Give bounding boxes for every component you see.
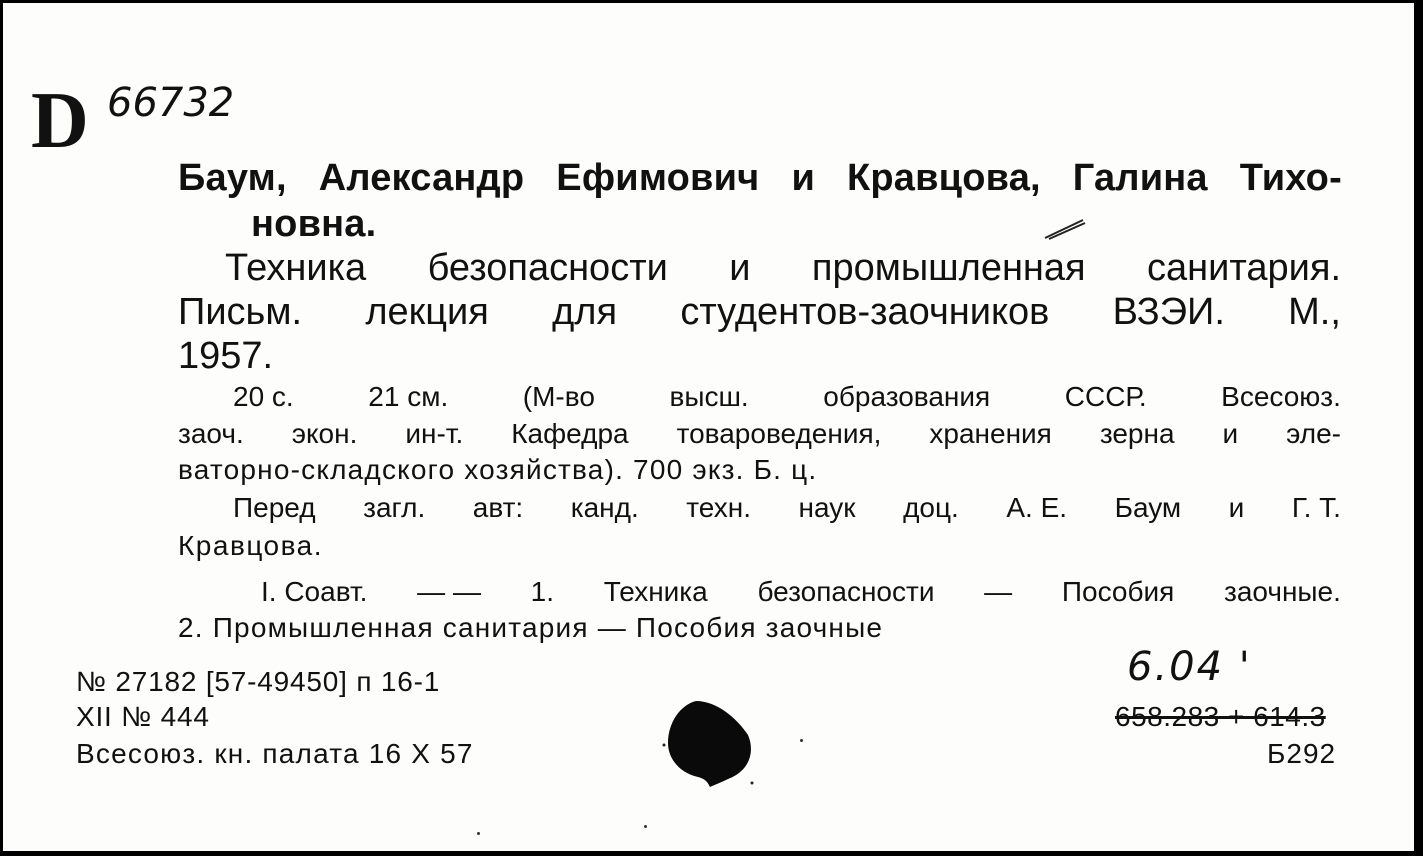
description-word: образования (823, 381, 991, 412)
title-word: Письм. (178, 291, 303, 333)
title-word: безопасности (427, 247, 668, 289)
tracing-word: заочные. (1224, 576, 1341, 607)
author-word: Тихо- (1239, 157, 1342, 199)
note-word: Баум (1114, 492, 1182, 523)
author-word: Кравцова, (846, 157, 1041, 199)
title-word: М., (1288, 291, 1341, 333)
description-word: 20 с. (233, 381, 294, 412)
title-line-1 (225, 249, 1341, 287)
speck (477, 832, 480, 835)
note-word: загл. (363, 492, 426, 523)
author-word: Баум, (178, 157, 287, 199)
tracing-word: — — (417, 576, 481, 607)
title-word: студентов-заочников (680, 291, 1050, 333)
description-word: и (1222, 418, 1239, 449)
description-word: ин-т. (405, 418, 464, 449)
tracing-word: I. Соавт. (261, 576, 368, 607)
note-word: А. Е. (1006, 492, 1068, 523)
punch-hole-blot (658, 697, 758, 789)
author-word: Ефимович (556, 157, 760, 199)
note-word: доц. (903, 492, 959, 523)
imprint-line-1: № 27182 [57-49450] п 16-1 (76, 666, 441, 697)
imprint-line-2: XII № 444 (76, 701, 210, 732)
description-word: зерна (1099, 418, 1175, 449)
author-word: Галина (1072, 157, 1208, 199)
author-word: и (791, 157, 815, 199)
classification-struck: 658.283 + 614.3 (1115, 701, 1326, 732)
author-heading-line-1 (178, 159, 1342, 197)
classification-code: Б292 (1267, 738, 1337, 769)
note-word: техн. (686, 492, 752, 523)
tracing-word: Пособия (1061, 576, 1175, 607)
tracing-word: — (984, 576, 1013, 607)
speck (644, 825, 647, 828)
title-word: для (552, 291, 618, 333)
tracings-line-2: 2. Промышленная санитария — Пособия заочные (178, 612, 884, 643)
description-line-3: ваторно-складского хозяйства). 700 экз. Б. ц. (178, 454, 818, 485)
title-word: и (729, 247, 751, 289)
tracing-word: 1. (530, 576, 555, 607)
description-word: экон. (291, 418, 358, 449)
imprint-line-3: Всесоюз. кн. палата 16 X 57 (76, 738, 474, 769)
tracing-word: безопасности (757, 576, 935, 607)
note-word: канд. (570, 492, 639, 523)
call-mark-number: 66732 (107, 80, 235, 126)
title-word: лекция (365, 291, 489, 333)
description-word: (М-во (522, 381, 595, 412)
description-word: 21 см. (368, 381, 449, 412)
description-word: Всесоюз. (1221, 381, 1341, 412)
note-word: и (1228, 492, 1245, 523)
title-word: ВЗЭИ. (1112, 291, 1225, 333)
title-line-2 (178, 293, 1341, 331)
description-word: товароведения, (676, 418, 882, 449)
title-word: санитария. (1147, 247, 1341, 289)
note-line-2: Кравцова. (178, 530, 324, 561)
note-word: Г. Т. (1291, 492, 1341, 523)
description-word: Кафедра (511, 418, 629, 449)
note-word: наук (798, 492, 856, 523)
speck (800, 739, 803, 742)
call-mark-letter: D (31, 77, 89, 165)
author-word: Александр (318, 157, 525, 199)
note-word: Перед (233, 492, 316, 523)
title-word: промышленная (811, 247, 1086, 289)
pencil-mark (1043, 217, 1087, 241)
description-word: хранения (929, 418, 1052, 449)
title-word: Техника (225, 247, 367, 289)
description-word: СССР. (1064, 381, 1147, 412)
note-word: авт: (472, 492, 524, 523)
description-word: высш. (669, 381, 749, 412)
tracings-line-1 (261, 578, 1341, 606)
description-line-1 (233, 383, 1341, 411)
description-word: эле- (1286, 418, 1341, 449)
description-line-2 (178, 420, 1341, 448)
description-word: заоч. (178, 418, 244, 449)
title-line-3: 1957. (178, 335, 274, 377)
author-heading-line-2: новна. (251, 203, 377, 245)
note-line-1 (233, 494, 1341, 522)
tracing-word: Техника (603, 576, 708, 607)
classification-handwritten: 6.04 ' (1127, 644, 1252, 690)
